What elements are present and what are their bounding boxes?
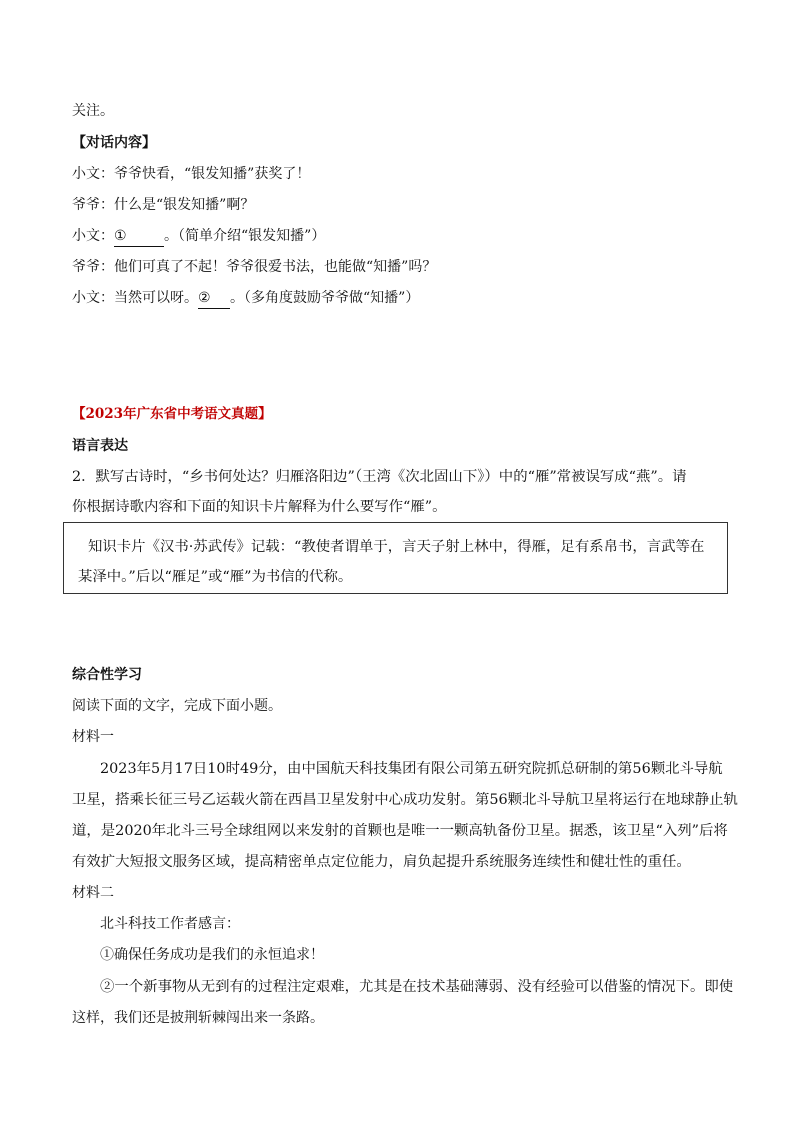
- material-2-title: 材料二: [72, 885, 114, 901]
- material-2-line-1: 北斗科技工作者感言：: [100, 916, 240, 932]
- source-tag: 【2023年广东省中考语文真题】: [72, 406, 272, 422]
- knowledge-card-line-1: 知识卡片《汉书·苏武传》记载：“教使者谓单于，言天子射上林中，得雁，足有系帛书，言武等在: [88, 539, 705, 555]
- section-heading-zonghe: 综合性学习: [72, 667, 142, 683]
- knowledge-card: [63, 522, 728, 594]
- text-line: 关注。: [72, 103, 114, 119]
- dialog-line-1: 小文：爷爷快看，“银发知播”获奖了！: [72, 166, 311, 182]
- dialog-line-4: 爷爷：他们可真了不起！爷爷很爱书法，也能做“知播”吗？: [72, 259, 437, 275]
- answer-blank-1[interactable]: ①: [114, 226, 164, 247]
- dialog-line-3-prefix: 小文：: [72, 228, 114, 244]
- material-2-line-2: ①确保任务成功是我们的永恒追求！: [100, 947, 324, 963]
- instruction: 阅读下面的文字，完成下面小题。: [72, 698, 282, 714]
- section-heading-yuyan: 语言表达: [72, 438, 128, 454]
- dialog-line-5-suffix: 。（多角度鼓励爷爷做“知播”）: [230, 290, 420, 306]
- question-2-line-2: 你根据诗歌内容和下面的知识卡片解释为什么要写作“雁”。: [72, 499, 447, 515]
- material-1-line-4: 有效扩大短报文服务区域，提高精密单点定位能力，肩负起提升系统服务连续性和健壮性的重任。: [72, 854, 691, 870]
- material-1-line-2: 卫星，搭乘长征三号乙运载火箭在西昌卫星发射中心成功发射。第56颗北斗导航卫星将运行在地球静止轨: [72, 792, 738, 808]
- dialog-line-3: [72, 226, 325, 247]
- dialog-line-5: [72, 288, 419, 309]
- knowledge-card-line-2: 某泽中。”后以“雁足”或“雁”为书信的代称。: [78, 569, 353, 585]
- material-1-line-3: 道，是2020年北斗三号全球组网以来发射的首颗也是唯一一颗高轨备份卫星。据悉，该卫星“入列”后将: [72, 823, 728, 839]
- question-2-line-1: 2．默写古诗时，“乡书何处达？归雁洛阳边”（王湾《次北固山下》）中的“雁”常被误写成“燕”。请: [72, 469, 687, 485]
- material-2-line-3: ②一个新事物从无到有的过程注定艰难，尤其是在技术基础薄弱、没有经验可以借鉴的情况下。即使: [100, 979, 734, 995]
- material-2-line-4: 这样，我们还是披荆斩棘闯出来一条路。: [72, 1010, 324, 1026]
- dialog-line-3-suffix: 。（简单介绍“银发知播”）: [164, 228, 326, 244]
- dialog-line-5-prefix: 小文：当然可以呀。: [72, 290, 198, 306]
- dialog-header: 【对话内容】: [72, 135, 156, 151]
- answer-blank-2[interactable]: ②: [198, 288, 230, 309]
- dialog-line-2: 爷爷：什么是“银发知播”啊？: [72, 197, 255, 213]
- material-1-title: 材料一: [72, 729, 114, 745]
- material-1-line-1: 2023年5月17日10时49分，由中国航天科技集团有限公司第五研究院抓总研制的第56颗北斗导航: [100, 761, 723, 777]
